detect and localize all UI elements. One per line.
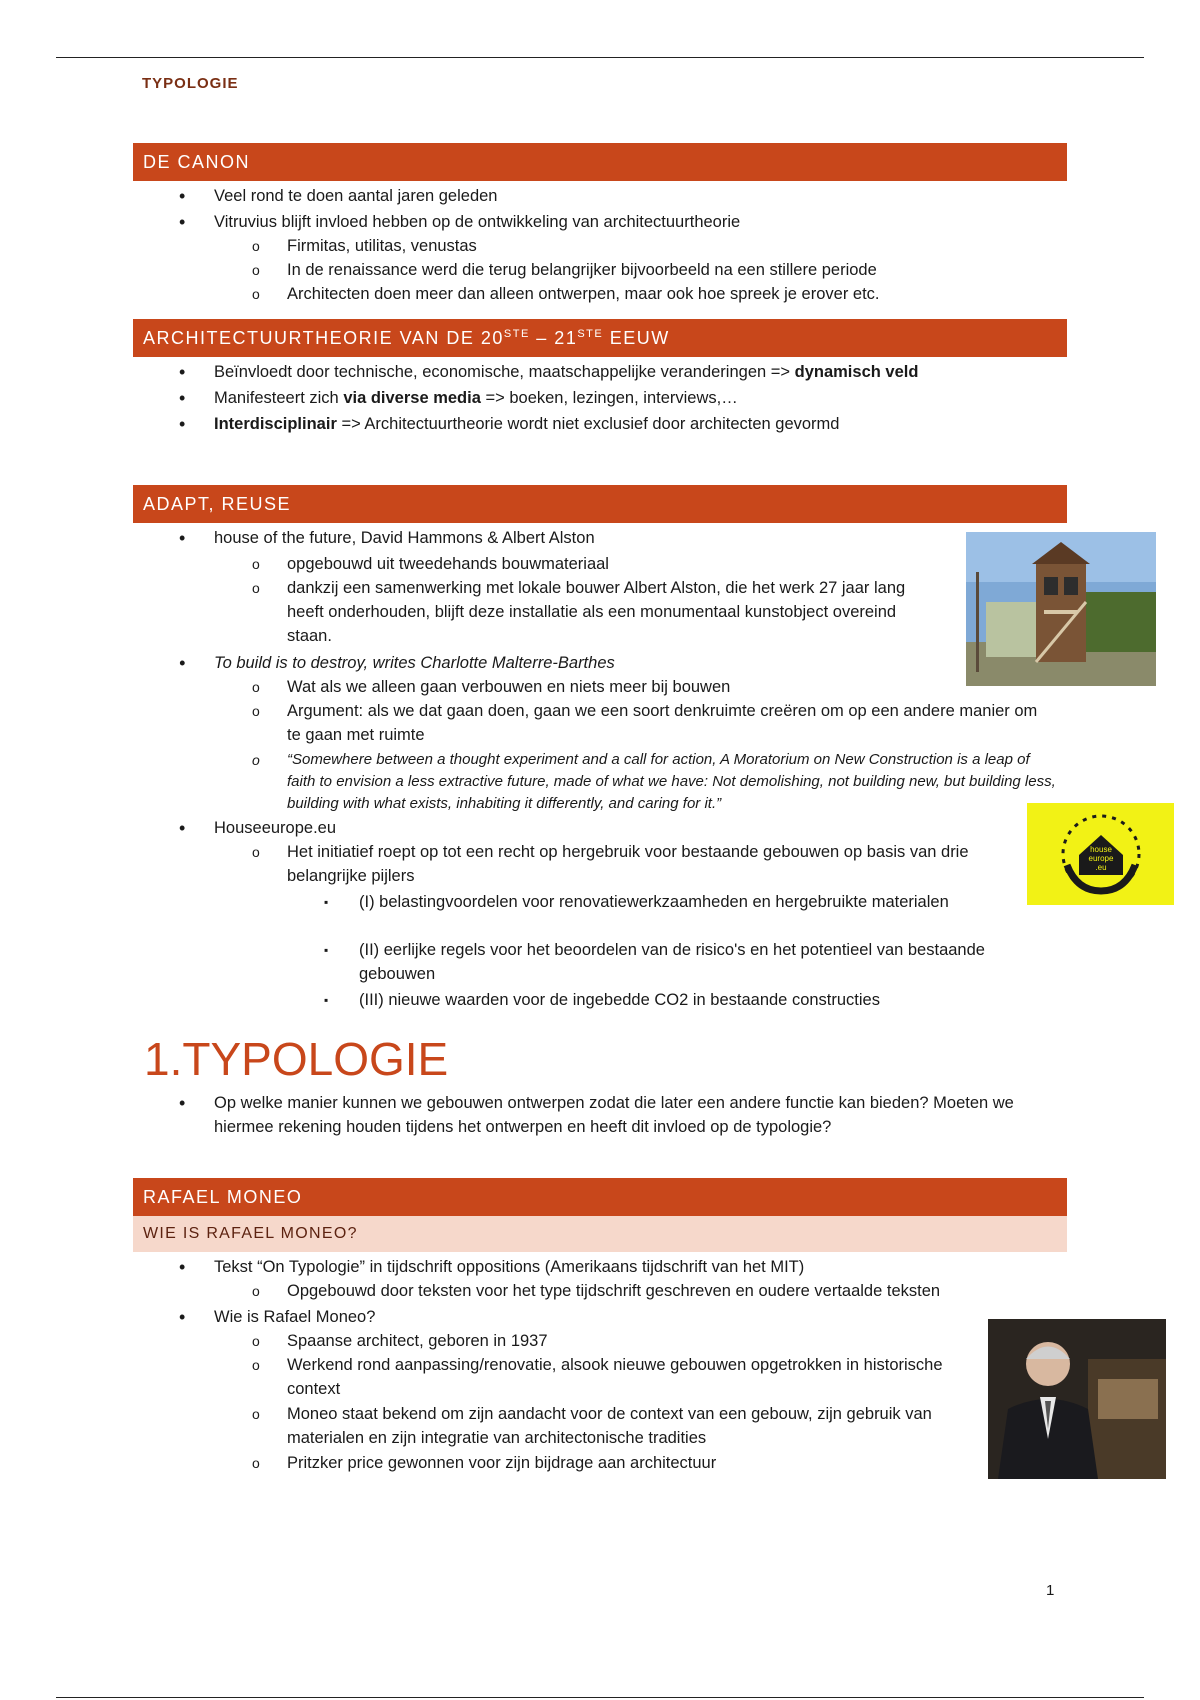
list-item: • Vitruvius blijft invloed hebben op de ontwikkeling van architectuurtheorie — [214, 210, 1054, 234]
list-item: • house of the future, David Hammons & Albert Alston — [214, 526, 1054, 550]
list-item: o Pritzker price gewonnen voor zijn bijdrage aan architectuur — [287, 1451, 1047, 1475]
list-item: o dankzij een samenwerking met lokale bouwer Albert Alston, die het werk 27 jaar lang heeft onderhouden, blijft deze installatie als een monumentaal kunstobject overeind staan. — [287, 576, 927, 648]
list-item: • Veel rond te doen aantal jaren geleden — [214, 184, 1054, 208]
chapter-heading: 1.TYPOLOGIE — [144, 1033, 449, 1085]
list-item: o Argument: als we dat gaan doen, gaan we een soort denkruimte creëren om op een andere manier om te gaan met ruimte — [287, 699, 1047, 747]
list-item: ▪ (I) belastingvoordelen voor renovatiewerkzaamheden en hergebruikte materialen — [359, 890, 959, 914]
bottom-rule — [56, 1697, 1144, 1698]
list-item: o opgebouwd uit tweedehands bouwmateriaal — [287, 552, 1047, 576]
rafael-moneo-portrait — [988, 1319, 1166, 1479]
list-item: • Wie is Rafael Moneo? — [214, 1305, 1054, 1329]
list-item: o In de renaissance werd die terug belangrijker bijvoorbeeld na een stillere periode — [287, 258, 1047, 282]
list-item: ▪ (II) eerlijke regels voor het beoordelen van de risico's en het potentieel van bestaande gebouwen — [359, 938, 999, 986]
list-item: o Opgebouwd door teksten voor het type tijdschrift geschreven en oudere vertaalde teksten — [287, 1279, 1077, 1303]
section-bar-adapt-reuse: ADAPT, REUSE — [133, 485, 1067, 523]
list-item: • Manifesteert zich via diverse media => boeken, lezingen, interviews,… — [214, 386, 1054, 410]
section-bar-de-canon: DE CANON — [133, 143, 1067, 181]
list-item: o Spaanse architect, geboren in 1937 — [287, 1329, 1047, 1353]
list-item: o Werkend rond aanpassing/renovatie, alsook nieuwe gebouwen opgetrokken in historische context — [287, 1353, 947, 1401]
list-item: • Op welke manier kunnen we gebouwen ontwerpen zodat die later een andere functie kan bieden? Moeten we hiermee rekening houden tijdens het ontwerpen en heeft dit invloed op de typologie? — [214, 1091, 1044, 1139]
list-item: • Tekst “On Typologie” in tijdschrift oppositions (Amerikaans tijdschrift van het MIT) — [214, 1255, 1054, 1279]
list-item: • Houseeurope.eu — [214, 816, 1054, 840]
page-number: 1 — [1046, 1582, 1055, 1599]
list-item: o Het initiatief roept op tot een recht op hergebruik voor bestaande gebouwen op basis van drie belangrijke pijlers — [287, 840, 997, 888]
top-rule — [56, 57, 1144, 58]
quote: o “Somewhere between a thought experiment and a call for action, A Moratorium on New Construction is a leap of faith to envision a less extractive future, made of what we have: Not demolishing, not building new, but building less, building with what exists, inhabiting it differently, and caring for it.” — [287, 749, 1057, 815]
list-item: • Beïnvloedt door technische, economische, maatschappelijke veranderingen => dynamisch veld — [214, 360, 1054, 384]
running-header: TYPOLOGIE — [142, 75, 239, 92]
list-item: • Interdisciplinair => Architectuurtheorie wordt niet exclusief door architecten gevormd — [214, 412, 1054, 436]
house-of-the-future-photo — [966, 532, 1156, 686]
section-bar-rafael-moneo: RAFAEL MONEO — [133, 1178, 1067, 1216]
list-item: o Firmitas, utilitas, venustas — [287, 234, 1047, 258]
list-item: ▪ (III) nieuwe waarden voor de ingebedde CO2 in bestaande constructies — [359, 988, 999, 1012]
section-bar-architectuurtheorie: ARCHITECTUURTHEORIE VAN DE 20STE – 21STE EEUW — [133, 319, 1067, 357]
list-item: • To build is to destroy, writes Charlotte Malterre-Barthes — [214, 651, 1054, 675]
list-item: o Moneo staat bekend om zijn aandacht voor de context van een gebouw, zijn gebruik van materialen en zijn integratie van architectonische tradities — [287, 1402, 947, 1450]
logo-text: house europe .eu — [1088, 845, 1114, 872]
house-europe-logo — [1027, 803, 1174, 905]
subsection-bar-wie-is-rafael-moneo: WIE IS RAFAEL MONEO? — [133, 1216, 1067, 1252]
list-item: o Architecten doen meer dan alleen ontwerpen, maar ook hoe spreek je erover etc. — [287, 282, 1047, 306]
list-item: o Wat als we alleen gaan verbouwen en niets meer bij bouwen — [287, 675, 1047, 699]
